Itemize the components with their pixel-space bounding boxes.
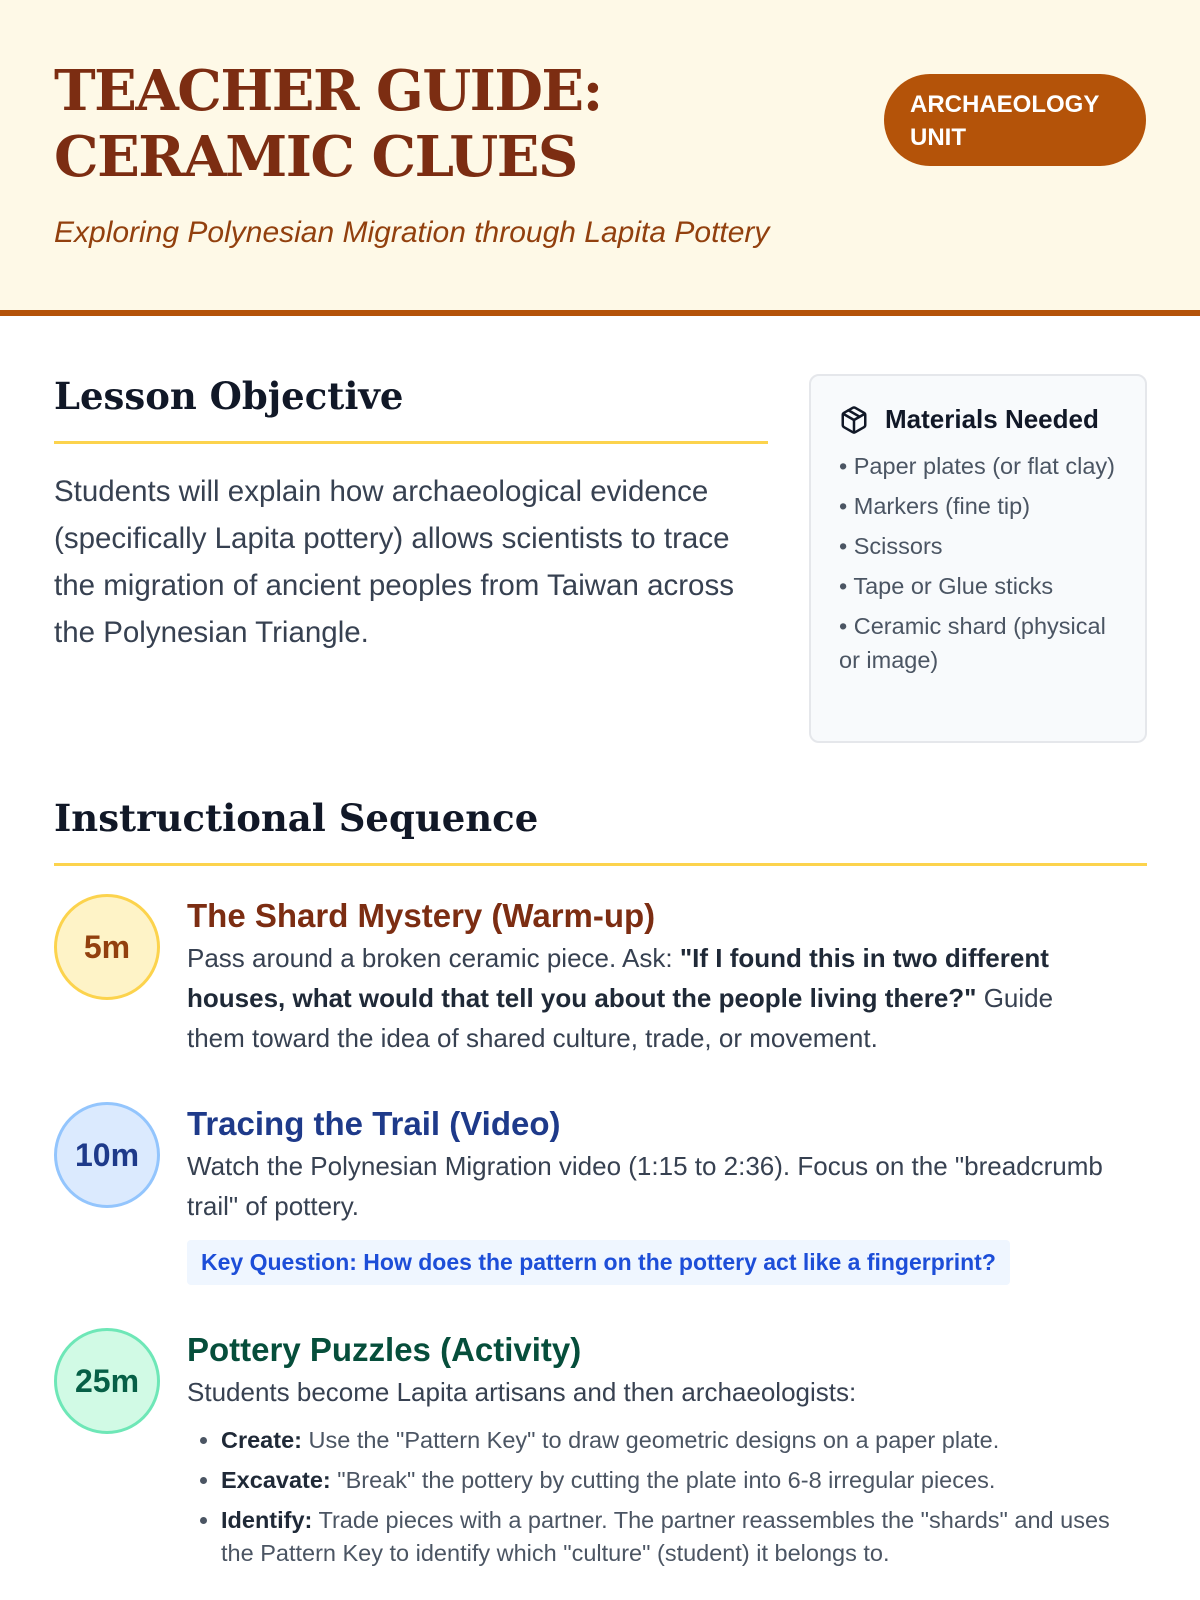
step-body — [187, 1328, 1117, 1577]
materials-title: Materials Needed — [885, 404, 1099, 434]
sequence-heading: Instructional Sequence — [54, 796, 1147, 866]
activity-label: Identify: — [221, 1507, 313, 1533]
objective-text: Students will explain how archaeological evidence (specifically Lapita pottery) allows scientists to trace the migration of ancient peoples from Taiwan across the Polynesian Triangle. — [54, 475, 734, 649]
step-body — [187, 1102, 1117, 1285]
material-item: • Ceramic shard (physical or image) — [839, 613, 1106, 673]
activity-text: "Break" the pottery by cutting the plate into 6-8 irregular pieces. — [330, 1467, 996, 1493]
activity-text: Trade pieces with a partner. The partner reassembles the "shards" and uses the Pattern Key to identify which "culture" (student) it belongs to. — [221, 1507, 1110, 1566]
step-title: Tracing the Trail (Video) — [187, 1105, 561, 1142]
step-text-question: "If I found this in two different houses, what would that tell you about the people living there?" — [187, 943, 1049, 1013]
materials-list — [839, 449, 1123, 677]
step-title: Pottery Puzzles (Activity) — [187, 1331, 582, 1368]
activity-item-identify — [221, 1504, 1117, 1570]
step-text — [187, 938, 1117, 1058]
step-title: The Shard Mystery (Warm-up) — [187, 897, 656, 934]
duration-badge: 5m — [54, 894, 160, 1000]
material-item: • Tape or Glue sticks — [839, 573, 1054, 599]
materials-card — [809, 374, 1147, 743]
objective-heading: Lesson Objective — [54, 374, 768, 444]
step-text-guide: Guide them toward the idea of shared culture, trade, or movement. — [187, 983, 1054, 1053]
activity-item-create — [221, 1424, 1117, 1457]
duration-badge: 10m — [54, 1102, 160, 1208]
material-item: • Scissors — [839, 533, 943, 559]
page-title: TEACHER GUIDE: CERAMIC CLUES — [54, 58, 602, 190]
duration-badge: 25m — [54, 1328, 160, 1434]
header — [0, 0, 1200, 316]
page-subtitle: Exploring Polynesian Migration through Lapita Pottery — [54, 216, 770, 249]
materials-header — [839, 404, 1123, 435]
step-text-intro: Pass around a broken ceramic piece. Ask: — [187, 943, 680, 973]
activity-item-excavate — [221, 1464, 1117, 1497]
activity-label: Excavate: — [221, 1467, 331, 1493]
step-body — [187, 894, 1117, 1058]
step-text: Watch the Polynesian Migration video (1:15 to 2:36). Focus on the "breadcrumb trail" of pottery. — [187, 1151, 1103, 1221]
activity-list — [187, 1424, 1117, 1570]
step-text: Students become Lapita artisans and then archaeologists: — [187, 1377, 857, 1407]
material-item: • Paper plates (or flat clay) — [839, 453, 1115, 479]
unit-badge: ARCHAEOLOGY UNIT — [884, 74, 1146, 166]
material-item: • Markers (fine tip) — [839, 493, 1031, 519]
activity-label: Create: — [221, 1427, 302, 1453]
box-icon — [839, 405, 869, 435]
activity-text: Use the "Pattern Key" to draw geometric designs on a paper plate. — [301, 1427, 1000, 1453]
key-question-callout: Key Question: How does the pattern on the pottery act like a fingerprint? — [187, 1240, 1010, 1285]
